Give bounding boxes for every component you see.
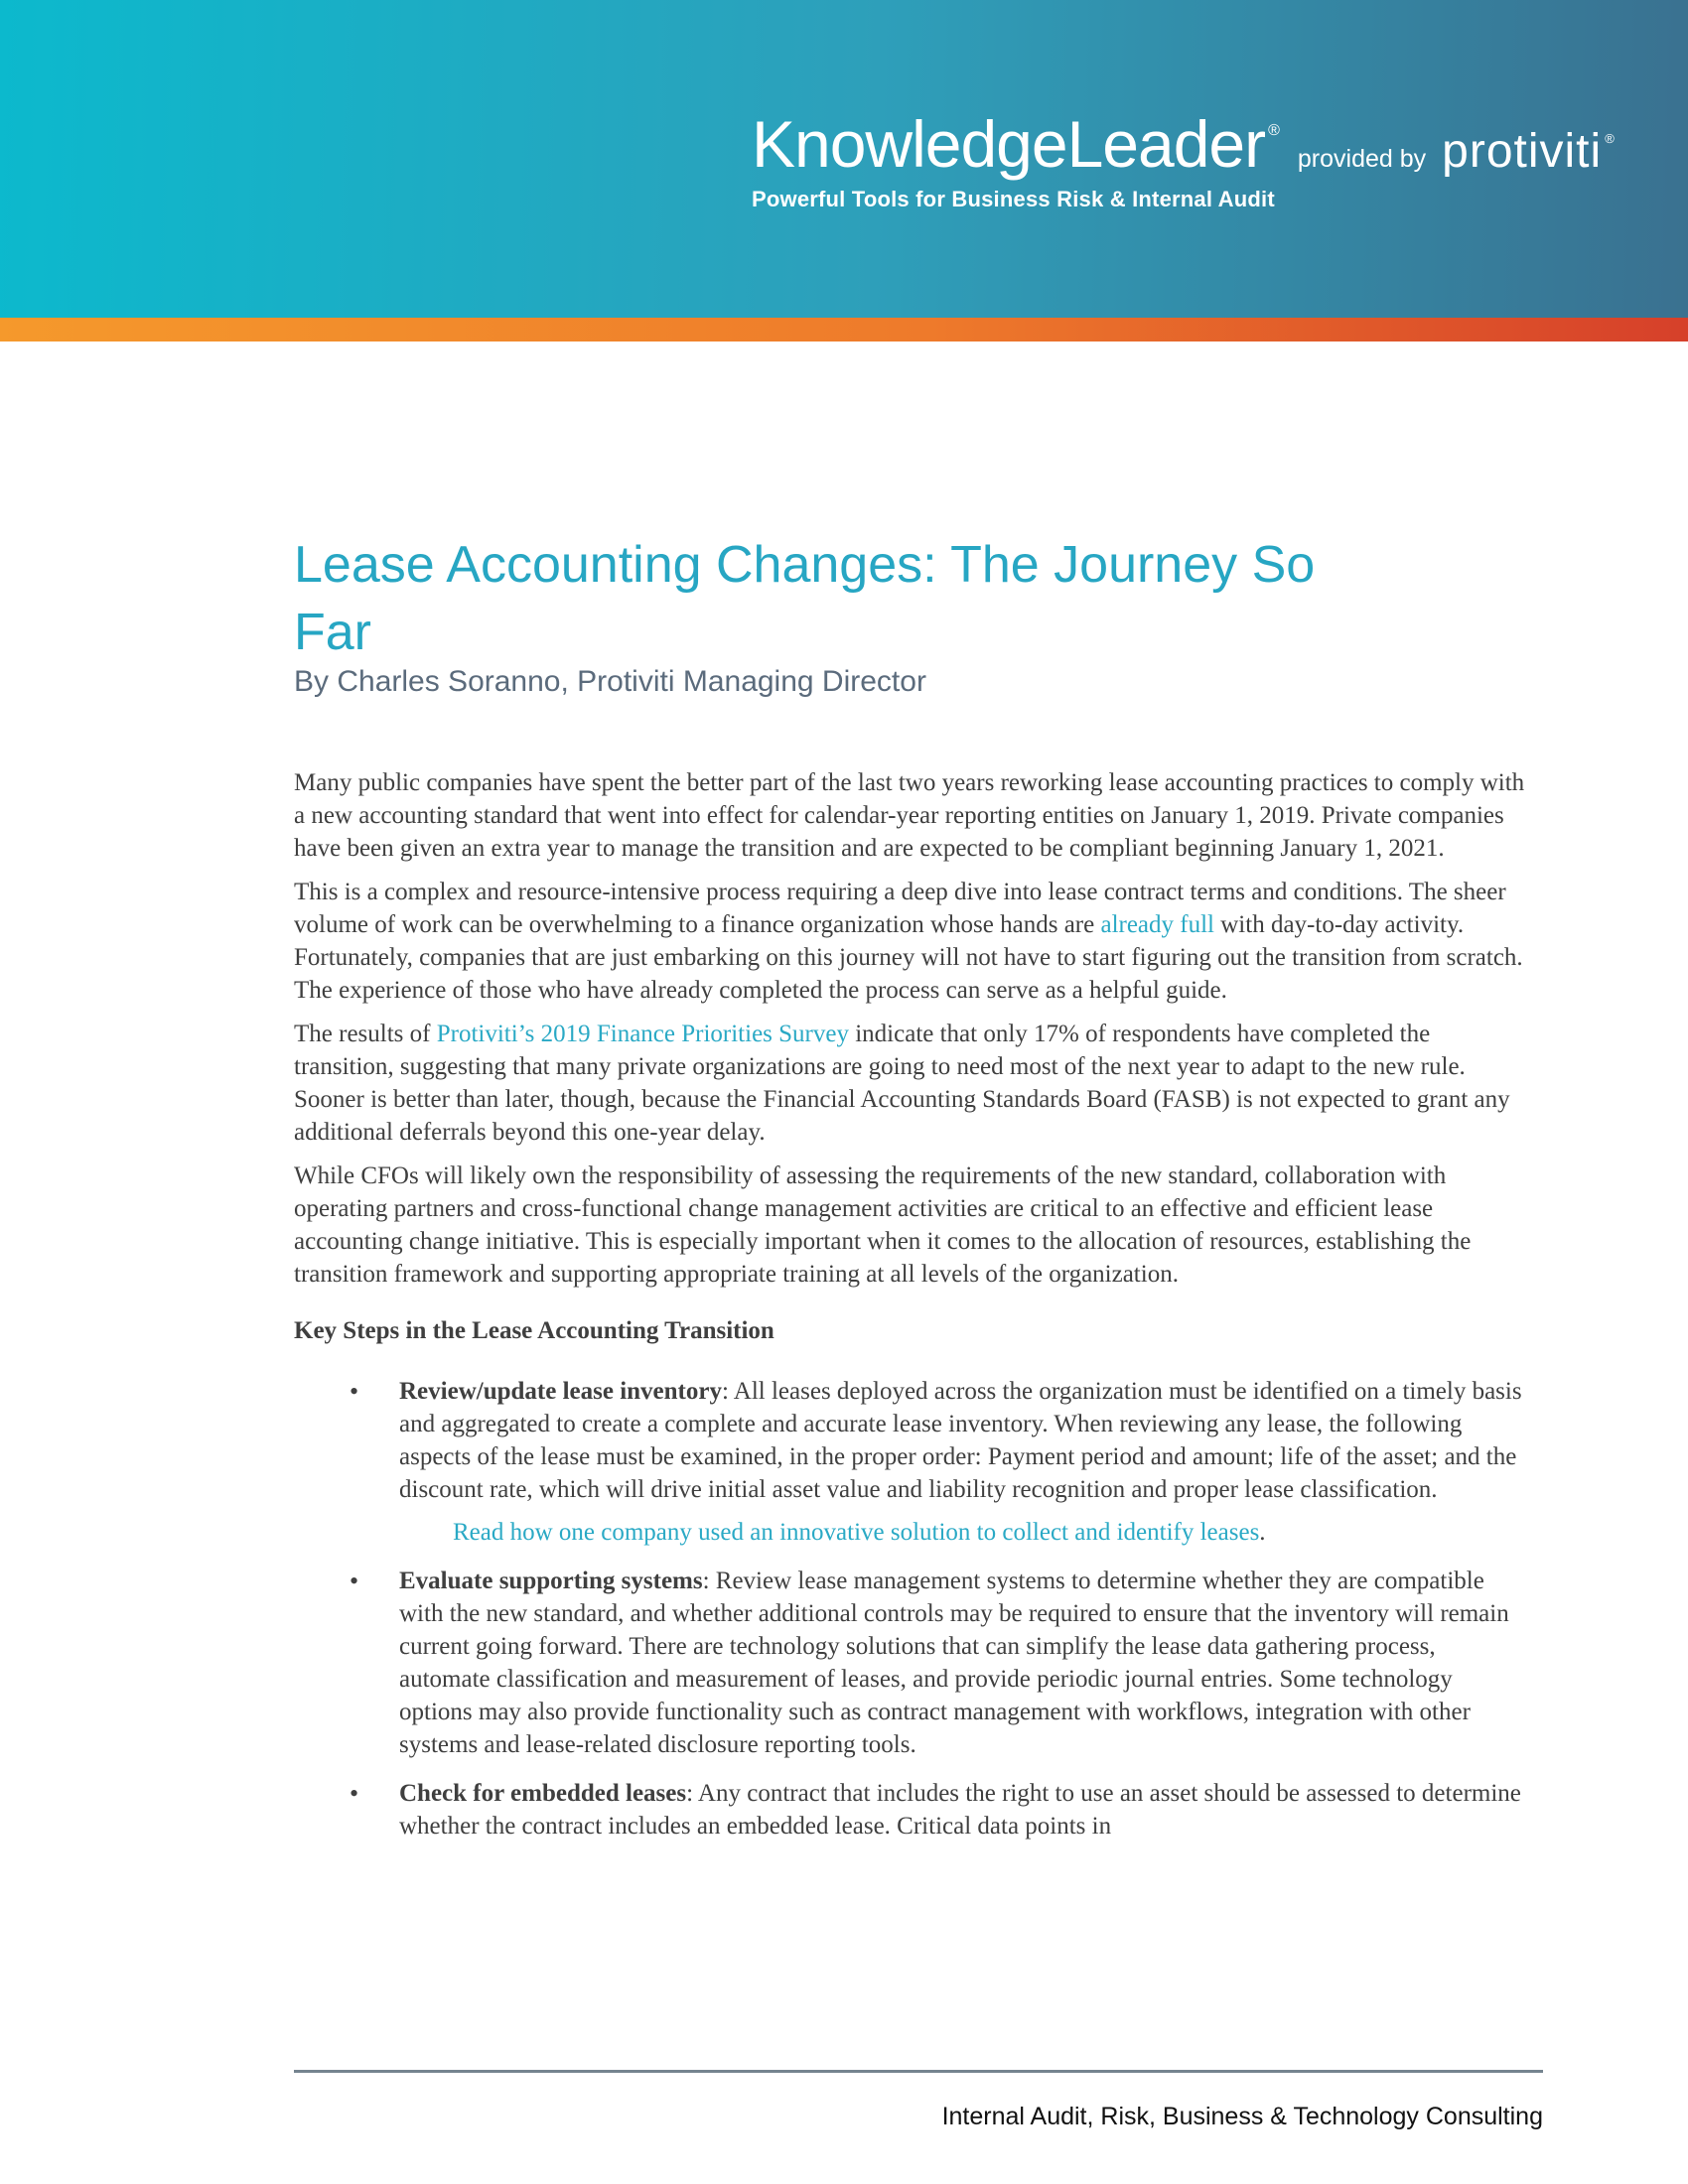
read-more-link[interactable]: Read how one company used an innovative solution to collect and identify leases xyxy=(453,1519,1260,1546)
bullet-text: : Review lease management systems to determine whether they are compatible with the new standard, and whether additional controls may be required to ensure that the inventory will remain current going forward. There are technology solutions that can simplify the lease data gathering process, automate classification and measurement of leases, and provide periodic journal entries. Some technology options may also provide functionality such as contract management with workflows, integration with other systems and lease-related disclosure reporting tools. xyxy=(399,1568,1509,1758)
footer-divider xyxy=(294,2070,1543,2073)
byline: By Charles Soranno, Protiviti Managing Director xyxy=(294,665,926,698)
section-heading: Key Steps in the Lease Accounting Transition xyxy=(294,1317,774,1344)
bullet-text: : Any contract that includes the right to use an asset should be assessed to determine whether the contract includes an embedded lease. Critical data points in xyxy=(399,1780,1521,1840)
header-banner xyxy=(0,0,1688,318)
knowledgeleader-logo xyxy=(752,107,1615,212)
article-body xyxy=(294,766,1525,1858)
page-title-line-1: Lease Accounting Changes: The Journey So xyxy=(294,535,1316,594)
bullet-lead: Evaluate supporting systems xyxy=(399,1568,703,1594)
logo-knowledgeleader-text: KnowledgeLeader xyxy=(752,107,1266,181)
paragraph-text: indicate that only 17% of respondents have completed the transition, suggesting that many private organizations are going to need most of the next year to adapt to the new rule. Sooner is better than later, though, because the Financial Accounting Standards Board (FASB) is not expected to grant any additional deferrals beyond this one-year delay. xyxy=(294,1021,1510,1146)
paragraph-complex-process xyxy=(294,876,1525,1007)
logo-tagline: Powerful Tools for Business Risk & Internal Audit xyxy=(752,187,1275,211)
read-more-period: . xyxy=(1259,1519,1266,1546)
logo-provided-by-text: provided by xyxy=(1297,145,1427,173)
list-item-review-inventory xyxy=(294,1375,1525,1549)
paragraph-text: The results of xyxy=(294,1021,437,1047)
paragraph-text: While CFOs will likely own the responsibility of assessing the requirements of the new standard, collaboration with operating partners and cross-functional change management activities are critical to an effective and efficient lease accounting change initiative. This is especially important when it comes to the allocation of resources, establishing the transition framework and supporting appropriate training at all levels of the organization. xyxy=(294,1162,1472,1288)
logo-protiviti-text: protiviti xyxy=(1442,125,1603,178)
page-title-line-2: Far xyxy=(294,603,371,661)
already-full-link[interactable]: already full xyxy=(1100,911,1214,938)
registered-trademark-icon: ® xyxy=(1605,131,1615,146)
footer-tagline: Internal Audit, Risk, Business & Technology Consulting xyxy=(941,2103,1543,2130)
list-item-embedded-leases xyxy=(294,1777,1525,1843)
page-title xyxy=(294,531,1575,666)
bullet-lead: Check for embedded leases xyxy=(399,1780,687,1807)
accent-bar xyxy=(0,318,1688,341)
finance-priorities-survey-link[interactable]: Protiviti’s 2019 Finance Priorities Survey xyxy=(436,1021,849,1047)
paragraph-text: This is a complex and resource-intensive process requiring a deep dive into lease contract terms and conditions. The sheer volume of work can be overwhelming to a finance organization whose hands are xyxy=(294,879,1506,938)
paragraph-cfo-responsibility xyxy=(294,1160,1525,1291)
paragraph-intro xyxy=(294,766,1525,865)
paragraph-survey-results xyxy=(294,1018,1525,1149)
list-item-evaluate-systems xyxy=(294,1565,1525,1761)
paragraph-text: Many public companies have spent the better part of the last two years reworking lease accounting practices to comply with a new accounting standard that went into effect for calendar-year reporting entities on January 1, 2019. Private companies have been given an extra year to manage the transition and are expected to be compliant beginning January 1, 2021. xyxy=(294,769,1525,862)
paragraph-text: with day-to-day activity. Fortunately, companies that are just embarking on this journey will not have to start figuring out the transition from scratch. The experience of those who have already completed the process can serve as a helpful guide. xyxy=(294,911,1523,1004)
read-more-line xyxy=(453,1516,1525,1549)
bullet-text: : All leases deployed across the organization must be identified on a timely basis and aggregated to create a complete and accurate lease inventory. When reviewing any lease, the following aspects of the lease must be examined, in the proper order: Payment period and amount; life of the asset; and the discount rate, which will drive initial asset value and liability recognition and proper lease classification. xyxy=(399,1378,1522,1503)
bullet-lead: Review/update lease inventory xyxy=(399,1378,722,1405)
registered-trademark-icon: ® xyxy=(1268,122,1280,139)
logo-row xyxy=(752,107,1615,181)
key-steps-list xyxy=(294,1375,1525,1843)
